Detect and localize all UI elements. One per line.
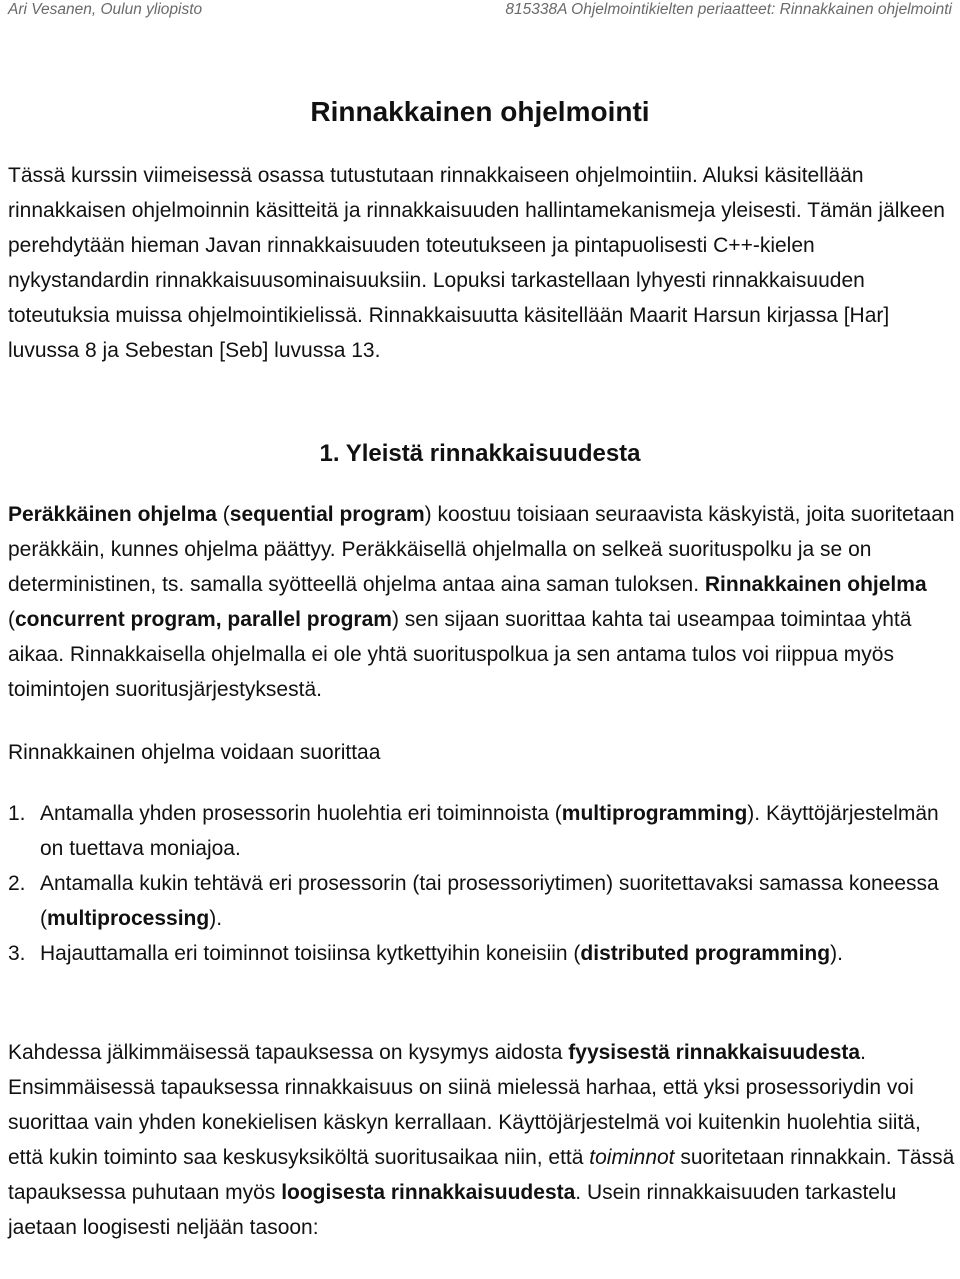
section-heading: 1. Yleistä rinnakkaisuudesta	[319, 440, 641, 467]
execution-intro-paragraph: Rinnakkainen ohjelma voidaan suorittaa	[8, 741, 381, 764]
page-title: Rinnakkainen ohjelmointi	[310, 96, 650, 127]
execution-methods-list	[8, 796, 956, 971]
list-item: 1. Antamalla yhden prosessorin huolehtia eri toiminnoista (multiprogramming). Käyttöjärjestelmän on tuettava moniajoa.	[8, 796, 956, 866]
term-multiprogramming: multiprogramming	[561, 802, 748, 825]
term-multiprocessing: multiprocessing	[47, 907, 210, 930]
term-sequential-program-en: sequential program	[229, 503, 425, 526]
list-number: 1.	[8, 802, 26, 825]
term-sequential-program: Peräkkäinen ohjelma	[8, 503, 217, 526]
term-concurrent-program: Rinnakkainen ohjelma	[704, 573, 927, 596]
term-physical-concurrency: fyysisestä rinnakkaisuudesta	[568, 1041, 861, 1064]
sequential-vs-concurrent-paragraph: Peräkkäinen ohjelma (sequential program) koostuu toisiaan seuraavista käskyistä, joita suoritetaan peräkkäin, kunnes ohjelma päättyy. Peräkkäisellä ohjelmalla on selkeä suorituspolku ja se on deterministinen, ts. samalla syötteellä ohjelma antaa aina saman tuloksen. Rinnakkainen ohjelma (concurrent program, parallel program) sen sijaan suorittaa kahta tai useampaa toimintaa yhtä aikaa. Rinnakkaisella ohjelmalla ei ole yhtä suorituspolkua ja sen antama tulos voi riippua myös toimintojen suoritusjärjestyksestä.	[8, 503, 955, 701]
intro-paragraph: Tässä kurssin viimeisessä osassa tutustutaan rinnakkaiseen ohjelmointiin. Aluksi käsitellään rinnakkaisen ohjelmoinnin käsitteitä ja rinnakkaisuuden hallintamekanismeja yleisesti. Tämän jälkeen perehdytään hieman Javan rinnakkaisuuden toteutukseen ja pintapuolisesti C++-kielen nykystandardin rinnakkaisuusominaisuuksiin. Lopuksi tarkastellaan lyhyesti rinnakkaisuuden toteutuksia muissa ohjelmointikielissä. Rinnakkaisuutta käsitellään Maarit Harsun kirjassa [Har] luvussa 8 ja Sebestan [Seb] luvussa 13.	[8, 164, 945, 362]
term-distributed-programming: distributed programming	[580, 942, 831, 965]
running-header-course: 815338A Ohjelmointikielten periaatteet: Rinnakkainen ohjelmointi	[505, 1, 952, 18]
list-item: 3. Hajauttamalla eri toiminnot toisiinsa kytkettyihin koneisiin (distributed programming).	[8, 936, 956, 971]
term-concurrent-program-en: concurrent program, parallel program	[15, 608, 392, 631]
physical-logical-paragraph: Kahdessa jälkimmäisessä tapauksessa on kysymys aidosta fyysisestä rinnakkaisuudesta. Ensimmäisessä tapauksessa rinnakkaisuus on siinä mielessä harhaa, että yksi prosessoriydin voi suorittaa vain yhden konekielisen käskyn kerrallaan. Käyttöjärjestelmä voi kuitenkin huolehtia siitä, että kukin toiminto saa keskusyksiköltä suoritusaikaa niin, että toiminnot suoritetaan rinnakkain. Tässä tapauksessa puhutaan myös loogisesta rinnakkaisuudesta. Usein rinnakkaisuuden tarkastelu jaetaan loogisesti neljään tasoon:	[8, 1041, 955, 1239]
term-logical-concurrency: loogisesta rinnakkaisuudesta	[281, 1181, 576, 1204]
list-item: 2. Antamalla kukin tehtävä eri prosessorin (tai prosessoriytimen) suoritettavaksi samassa koneessa (multiprocessing).	[8, 866, 956, 936]
emphasis-toiminnot: toiminnot	[589, 1146, 675, 1169]
list-number: 3.	[8, 942, 26, 965]
list-number: 2.	[8, 872, 26, 895]
running-header-author: Ari Vesanen, Oulun yliopisto	[8, 1, 203, 18]
